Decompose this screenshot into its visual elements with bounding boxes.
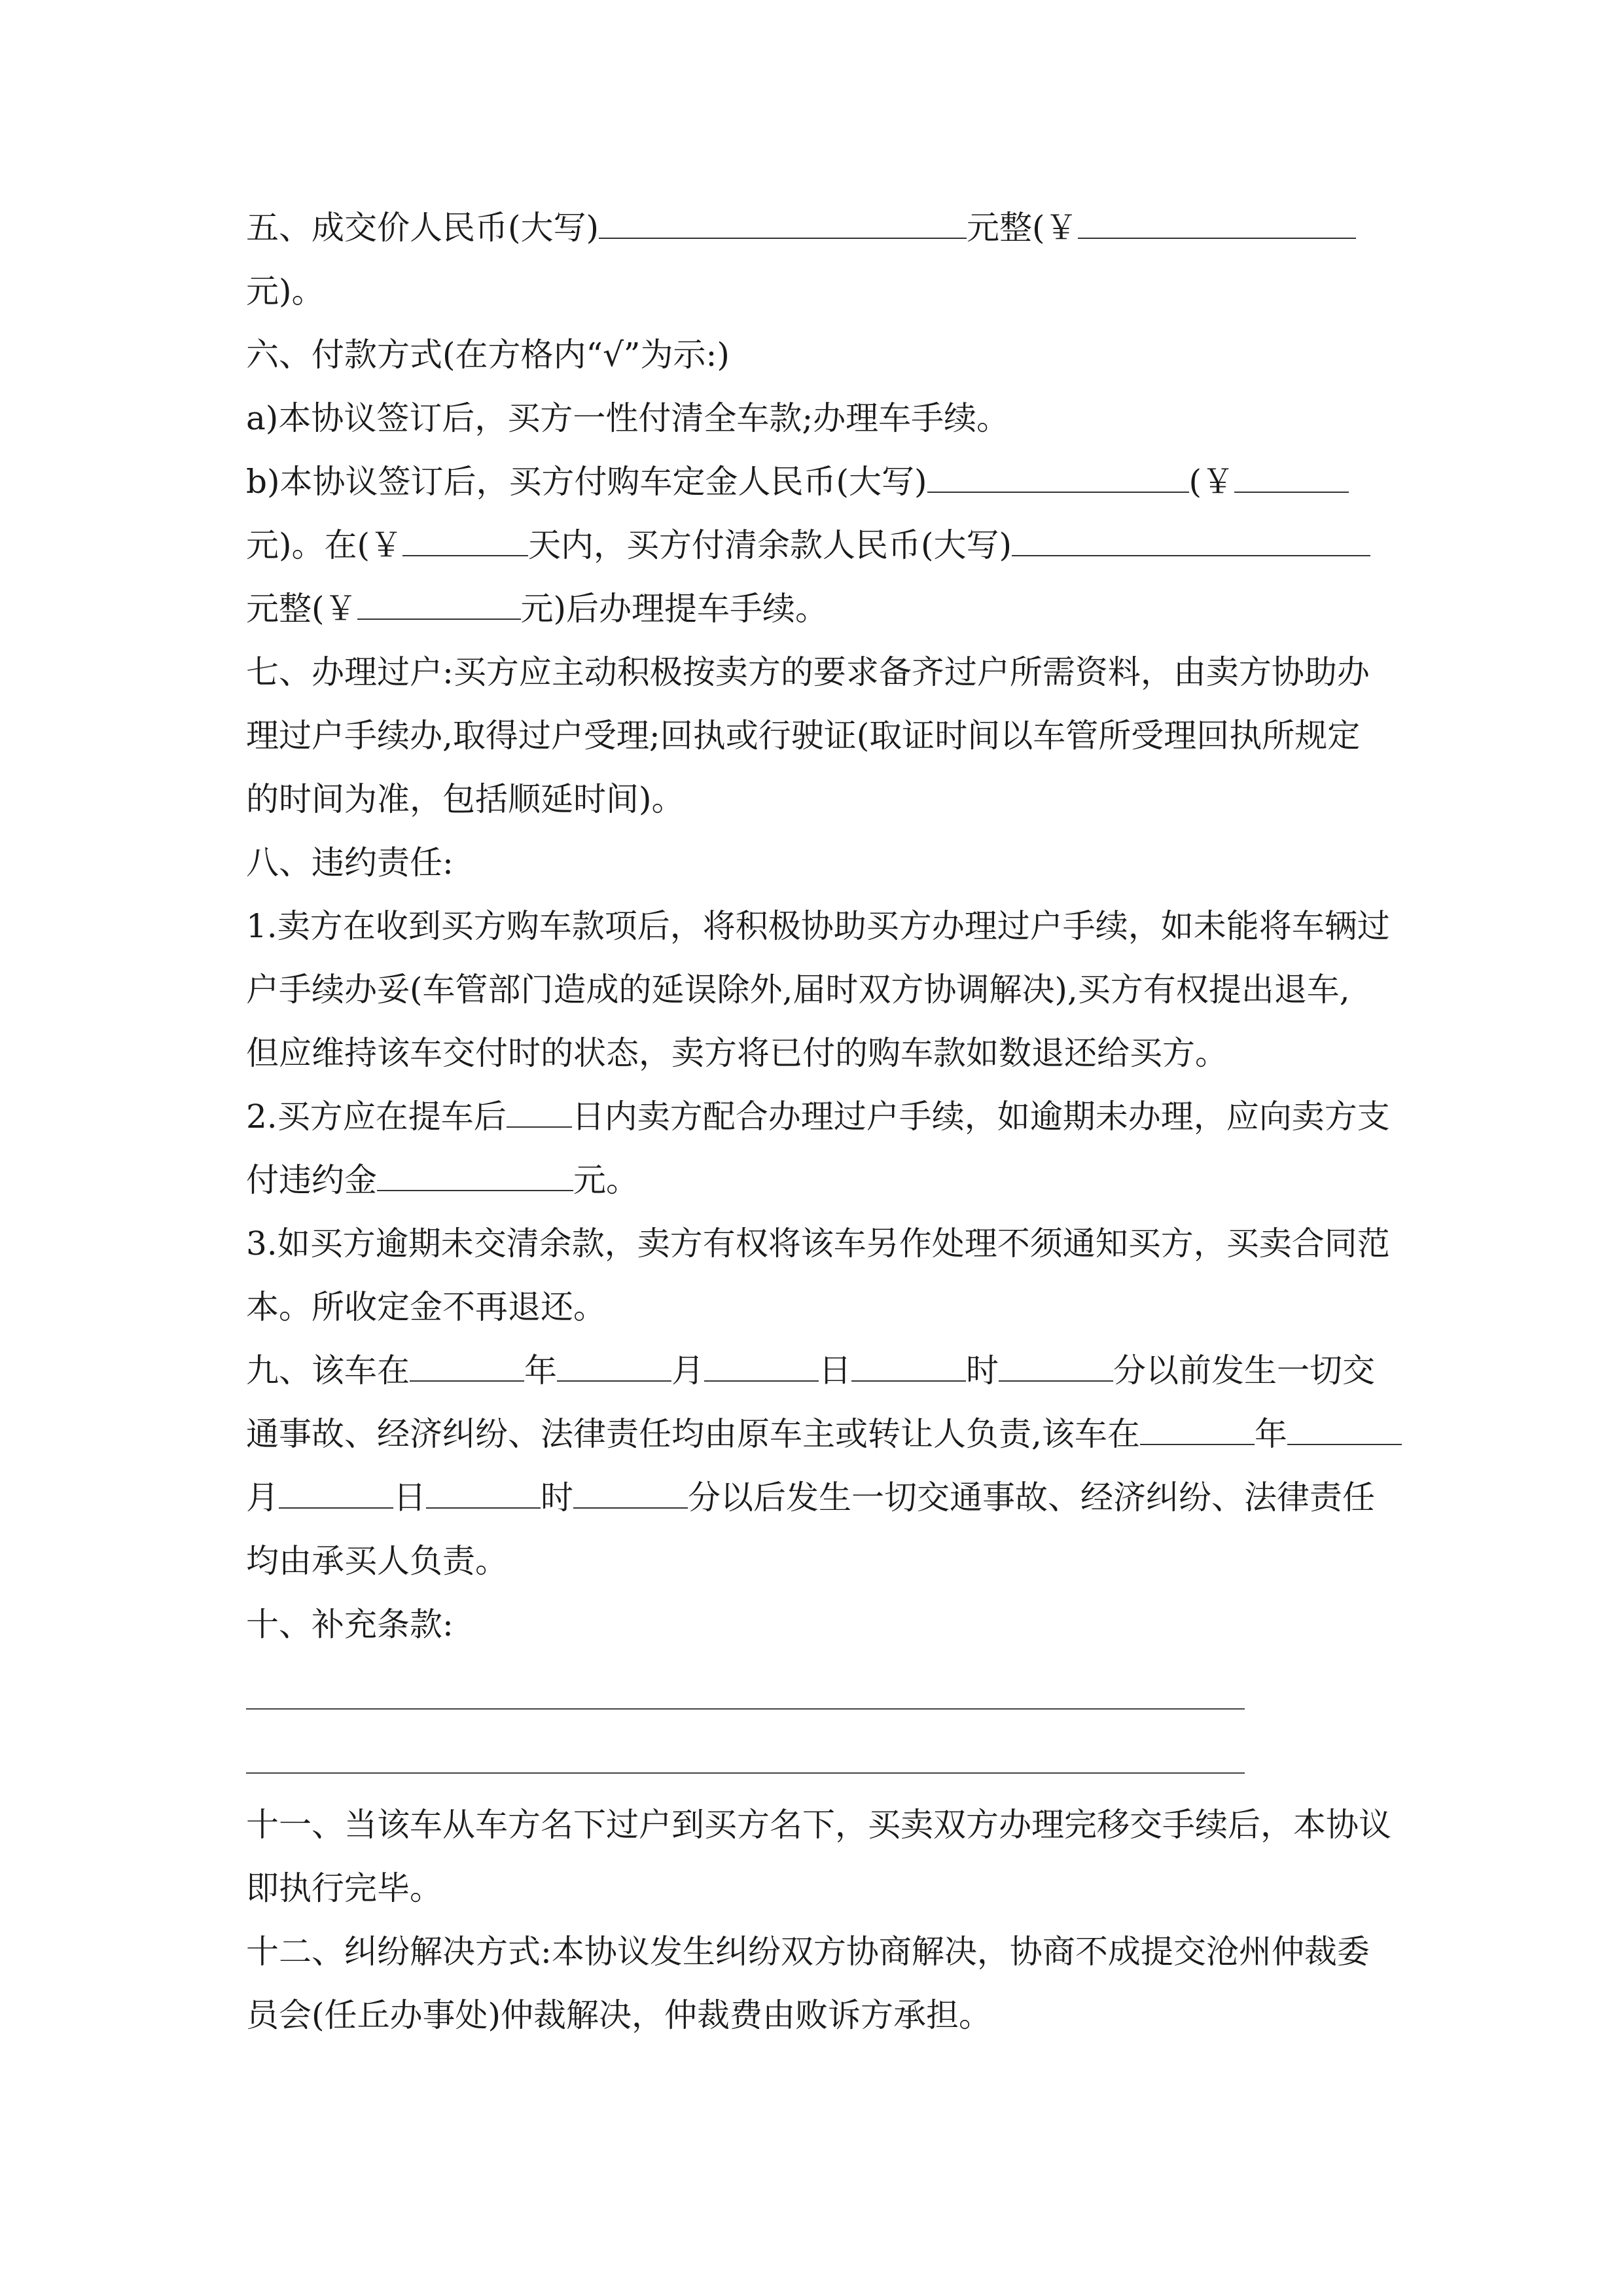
clause8-heading: 八、违约责任: (246, 844, 454, 882)
clause7-line1: 七、办理过户:买方应主动积极按卖方的要求备齐过户所需资料，由卖方协助办 (246, 653, 1370, 691)
price-words-blank[interactable] (599, 209, 967, 239)
clause8-item2-line2 (246, 1149, 1377, 1211)
clause6-option-b-line1 (246, 450, 1377, 513)
clause5-line2: 元)。 (246, 272, 325, 310)
balance-words-blank[interactable] (1012, 526, 1370, 556)
after-year-blank[interactable] (1140, 1415, 1255, 1445)
clause6-heading: 六、付款方式(在方格内“√”为示:) (246, 336, 730, 374)
clause9-prefix: 九、该车在 (246, 1352, 410, 1390)
clause6-option-a: a)本协议签订后，买方一性付清全车款;办理车手续。 (246, 399, 1010, 437)
clause8-item2-prefix: 2.买方应在提车后 (246, 1098, 507, 1136)
clause5-line1 (246, 196, 1377, 259)
transfer-days-blank[interactable] (507, 1098, 572, 1128)
clause8-item1-line2: 户手续办妥(车管部门造成的延误除外,届时双方协调解决),买方有权提出退车, (246, 971, 1350, 1009)
clause5-prefix: 五、成交价人民币(大写) (246, 209, 599, 247)
clause9-line3-suffix: 分以后发生一切交通事故、经济纠纷、法律责任 (688, 1479, 1375, 1516)
clause8-item2-line2-suffix: 元。 (573, 1161, 639, 1199)
clause6-b3-prefix: 元整(￥ (246, 590, 357, 628)
supplement-line-2[interactable] (246, 1772, 1245, 1774)
clause7-line3: 的时间为准，包括顺延时间)。 (246, 780, 685, 818)
clause9-line2-text: 通事故、经济纠纷、法律责任均由原车主或转让人负责,该车在 (246, 1415, 1140, 1453)
clause6-b-mid: (￥ (1188, 463, 1235, 501)
clause6-option-b-line2 (246, 514, 1377, 577)
clause9-hour-label: 时 (966, 1352, 999, 1390)
clause9-year-label: 年 (524, 1352, 557, 1390)
clause9-minute-before: 分以前发生一切交 (1113, 1352, 1375, 1390)
clause9-line2-year-label: 年 (1254, 1415, 1287, 1453)
after-month-blank-lead[interactable] (1287, 1415, 1402, 1445)
clause8-item1-line3: 但应维持该车交付时的状态，卖方将已付的购车款如数退还给买方。 (246, 1034, 1228, 1072)
clause6-b-prefix: b)本协议签订后，买方付购车定金人民币(大写) (246, 463, 927, 501)
before-month-blank[interactable] (557, 1352, 671, 1382)
days-blank[interactable] (402, 526, 528, 556)
clause9-line3-day-label: 日 (393, 1479, 426, 1516)
price-number-blank[interactable] (1078, 209, 1356, 239)
balance-number-blank[interactable] (357, 590, 521, 620)
penalty-blank[interactable] (377, 1161, 573, 1191)
clause12-line1: 十二、纠纷解决方式:本协议发生纠纷双方协商解决，协商不成提交沧州仲裁委 (246, 1933, 1370, 1971)
clause9-line3 (246, 1466, 1377, 1529)
clause9-line3-hour-label: 时 (541, 1479, 573, 1516)
deposit-words-blank[interactable] (927, 463, 1189, 493)
deposit-number-blank[interactable] (1234, 463, 1349, 493)
clause12-line2: 员会(任丘办事处)仲裁解决，仲裁费由败诉方承担。 (246, 1996, 992, 2034)
clause11-line2: 即执行完毕。 (246, 1869, 442, 1907)
clause8-item2-mid: 日内卖方配合办理过户手续，如逾期未办理，应向卖方支 (571, 1098, 1390, 1136)
supplement-line-1[interactable] (246, 1708, 1245, 1710)
after-day-blank[interactable] (426, 1479, 541, 1509)
clause6-b3-suffix: 元)后办理提车手续。 (520, 590, 829, 628)
clause6-b2-mid: 天内，买方付清余款人民币(大写) (528, 526, 1012, 564)
clause7-line2: 理过户手续办,取得过户受理;回执或行驶证(取证时间以车管所受理回执所规定 (246, 717, 1361, 755)
before-year-blank[interactable] (410, 1352, 524, 1382)
clause11-line1: 十一、当该车从车方名下过户到买方名下，买卖双方办理完移交手续后，本协议 (246, 1806, 1391, 1844)
before-minute-blank[interactable] (999, 1352, 1113, 1382)
before-day-blank[interactable] (704, 1352, 819, 1382)
after-hour-blank[interactable] (573, 1479, 688, 1509)
clause8-item3-line1: 3.如买方逾期未交清余款，卖方有权将该车另作处理不须通知买方，买卖合同范 (246, 1225, 1390, 1263)
clause5-mid: 元整(￥ (967, 209, 1078, 247)
clause10-heading: 十、补充条款: (246, 1605, 454, 1643)
clause9-month-label: 月 (671, 1352, 704, 1390)
clause8-item2-line2-prefix: 付违约金 (246, 1161, 377, 1199)
clause9-line4: 均由承买人负责。 (246, 1542, 508, 1580)
clause9-day-label: 日 (819, 1352, 851, 1390)
clause9-line2 (246, 1403, 1377, 1465)
clause6-b2-prefix: 元)。在(￥ (246, 526, 403, 564)
clause8-item1-line1: 1.卖方在收到买方购车款项后，将积极协助买方办理过户手续，如未能将车辆过 (246, 907, 1390, 945)
clause8-item2-line1 (246, 1085, 1390, 1148)
clause9-line1 (246, 1339, 1377, 1402)
before-hour-blank[interactable] (851, 1352, 966, 1382)
clause9-line3-month-label: 月 (246, 1479, 279, 1516)
after-month-blank[interactable] (279, 1479, 393, 1509)
clause6-option-b-line3 (246, 577, 1377, 640)
clause8-item3-line2: 本。所收定金不再退还。 (246, 1288, 606, 1326)
